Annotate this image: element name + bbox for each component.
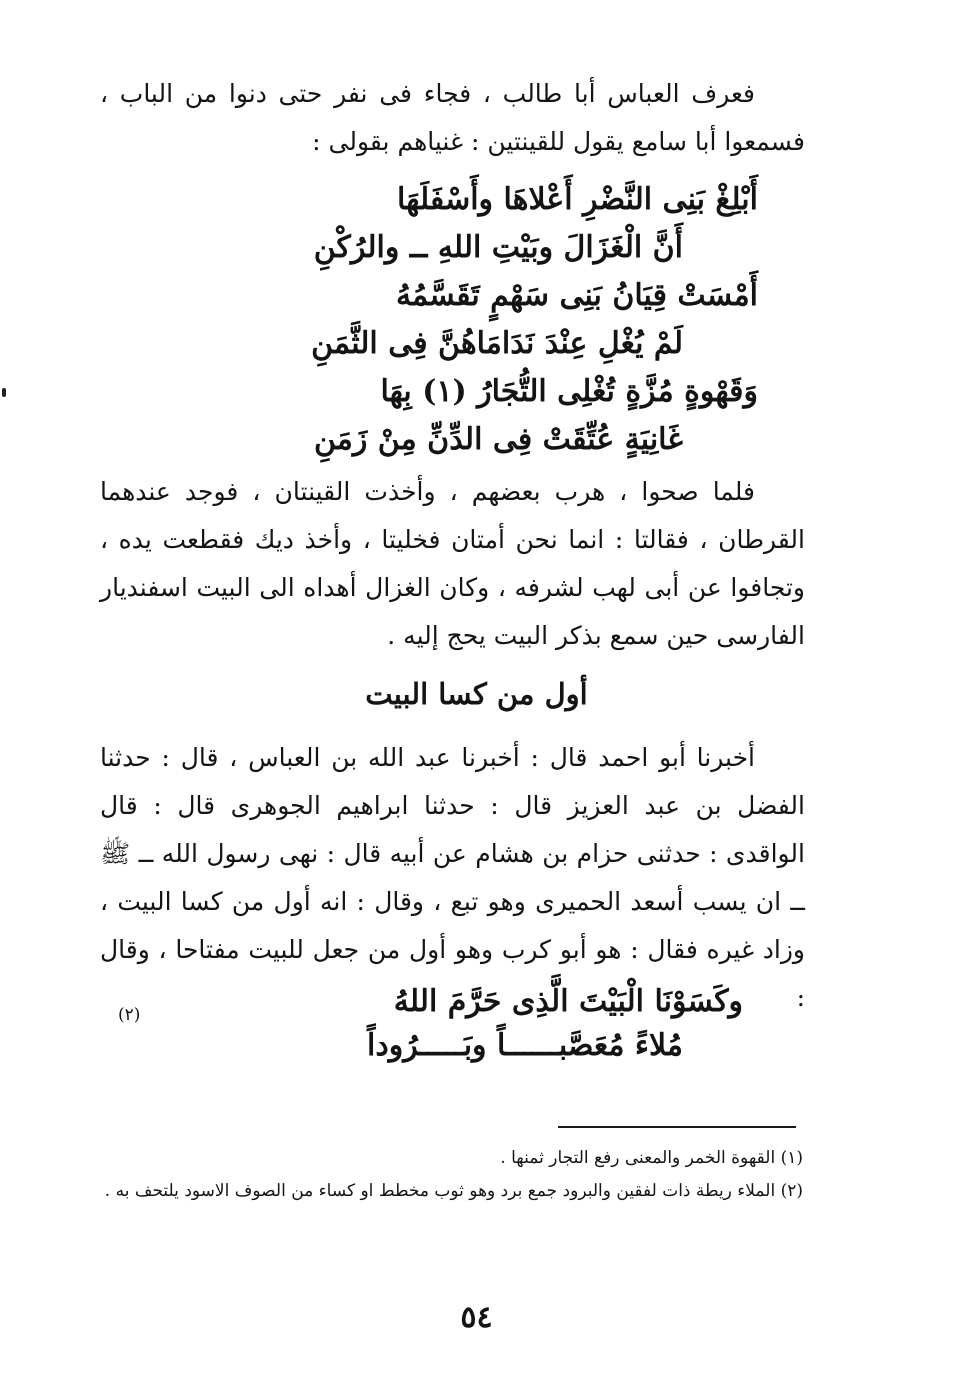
poem-one-line: لَمْ يُغْلِ عِنْدَ نَدَامَاهُنَّ فِى الثَّمَنِ bbox=[311, 326, 683, 361]
middle-paragraph bbox=[100, 468, 805, 660]
footnote-divider bbox=[558, 1126, 796, 1128]
margin-mark bbox=[2, 388, 6, 397]
section-paragraph-text: أخبرنا أبو احمد قال : أخبرنا عبد الله بن العباس ، قال : حدثنا الفضل بن عبد العزيز قال : حدثنا ابراهيم الجوهرى قال : قال الواقدى : حدثنى حزام بن هشام عن أبيه قال : نهى رسول الله ــ ﷺ ــ ان يسب أسعد الحميرى وهو تبع ، وقال : انه أول من كسا البيت ، وزاد غيره فقال : هو أبو كرب وهو أول من جعل للبيت مفتاحا ، وقال : bbox=[100, 743, 805, 1012]
poem-one-line: أَمْسَتْ قِيَانُ بَنِى سَهْمٍ تَقَسَّمُهُ bbox=[395, 278, 758, 313]
poem-one-line: أَبْلِغْ بَنِى النَّضْرِ أَعْلاهَا وأَسْفَلَهَا bbox=[397, 182, 758, 217]
poem-one-line: وَقَهْوةٍ مُزَّةٍ تُغْلِى التُّجَارُ (١) بِهَا bbox=[380, 374, 758, 409]
page-number: ٥٤ bbox=[460, 1300, 493, 1335]
poem-two-line: مُلاءً مُعَصَّبــــــاً وبَـــــرُوداً bbox=[367, 1028, 683, 1063]
footnote-item: (١) القهوة الخمر والمعنى رفع التجار ثمنها . bbox=[500, 1148, 803, 1168]
top-paragraph-text: فعرف العباس أبا طالب ، فجاء فى نفر حتى دنوا من الباب ، فسمعوا أبا سامع يقول للقينتين : غنياهم بقولى : bbox=[100, 79, 805, 156]
footnote-marker: (٢) bbox=[118, 1005, 141, 1025]
poem-two-line: وكَسَوْنَا الْبَيْتَ الَّذِى حَرَّمَ اللهُ bbox=[393, 984, 743, 1019]
footnote-item: (٢) الملاء ريطة ذات لفقين والبرود جمع برد وهو ثوب مخطط او كساء من الصوف الاسود يلتحف به . bbox=[104, 1181, 803, 1201]
middle-paragraph-text: فلما صحوا ، هرب بعضهم ، وأخذت القينتان ، فوجد عندهما القرطان ، فقالتا : انما نحن أمتان فخليتا ، وأخذ ديك فقطعت يده ، وتجافوا عن أبى لهب لشرفه ، وكان الغزال أهداه الى البيت اسفنديار الفارسى حين سمع بذكر البيت يحج إليه . bbox=[100, 477, 805, 650]
top-paragraph bbox=[100, 70, 805, 166]
poem-one-line: أَنَّ الْغَزَالَ وبَيْتِ اللهِ ــ والرُكْنِ bbox=[313, 230, 683, 265]
section-heading: أول من كسا البيت bbox=[365, 677, 588, 711]
poem-one-line: غَانِيَةٍ عُتِّقَتْ فِى الدِّنِّ مِنْ زَمَنِ bbox=[313, 422, 683, 457]
